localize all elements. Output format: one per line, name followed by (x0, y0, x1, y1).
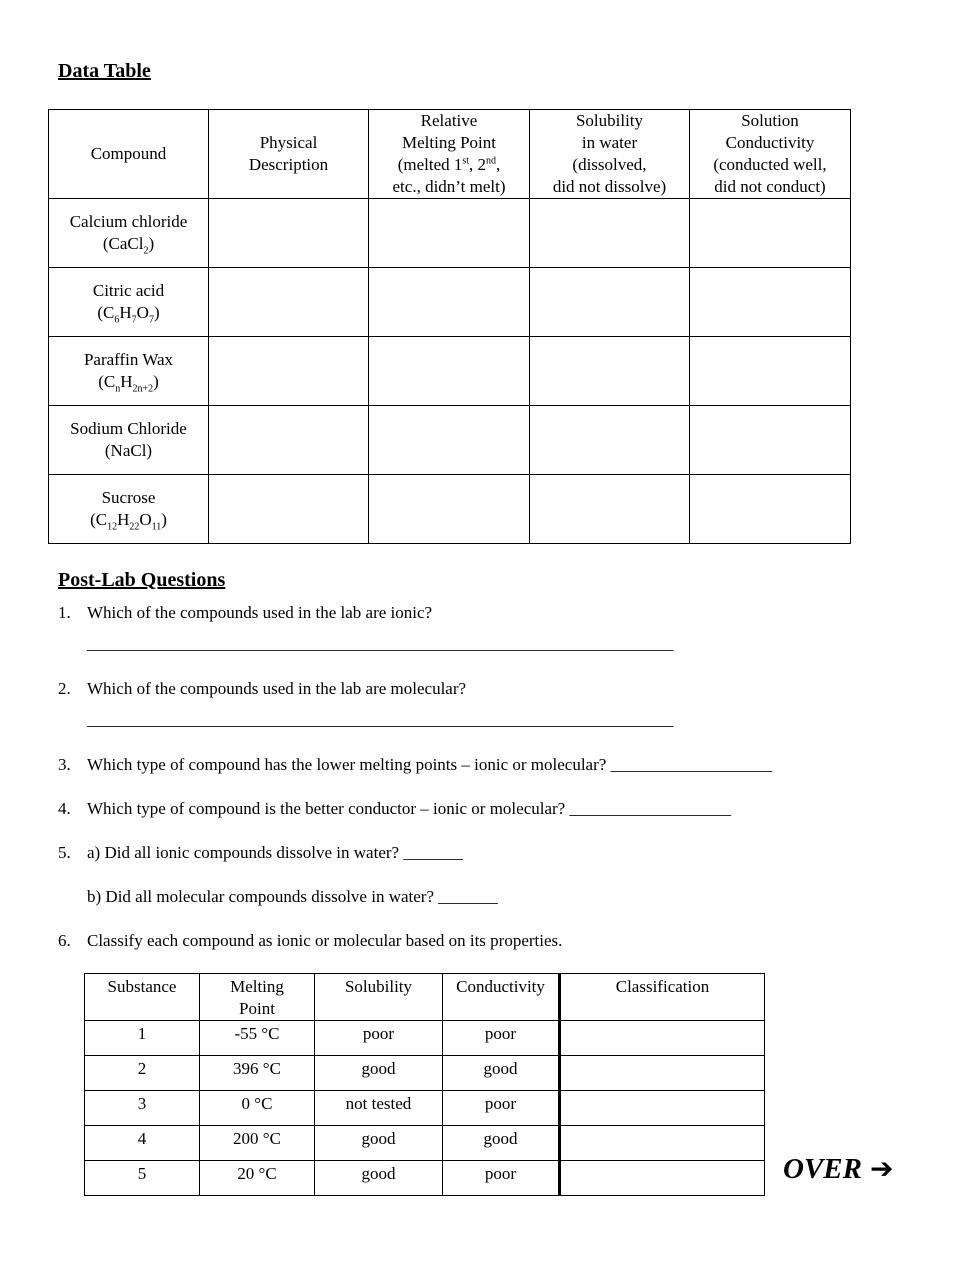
conductivity-cell[interactable] (690, 406, 851, 475)
classification-row (85, 1056, 765, 1091)
conductivity-cell: poor (443, 1161, 560, 1196)
data-table-header-row (49, 110, 851, 199)
solubility-cell: good (315, 1126, 443, 1161)
compound-cell (49, 199, 209, 268)
classification-cell[interactable] (560, 1021, 765, 1056)
solubility-cell[interactable] (530, 406, 690, 475)
conductivity-cell: poor (443, 1021, 560, 1056)
solubility-cell: good (315, 1056, 443, 1091)
melting-point-cell: -55 °C (200, 1021, 315, 1056)
substance-cell: 5 (85, 1161, 200, 1196)
compound-formula: (CaCl$_2$) (102, 234, 155, 257)
question-4: 4. Which type of compound is the better conductor – ionic or molecular? ___________________ (58, 799, 731, 818)
compound-row (49, 337, 851, 406)
melting-point-cell[interactable] (369, 199, 530, 268)
answer-line-2[interactable]: _____________________________________________________________________ (87, 710, 674, 729)
melting-point-cell[interactable] (369, 475, 530, 544)
header-melting-point: Melting Point (200, 974, 315, 1021)
substance-cell: 1 (85, 1021, 200, 1056)
physical-description-cell[interactable] (209, 406, 369, 475)
compound-name: Sodium Chloride (70, 419, 187, 438)
melting-point-cell: 396 °C (200, 1056, 315, 1091)
answer-line-1[interactable]: _____________________________________________________________________ (87, 634, 674, 653)
physical-description-cell[interactable] (209, 268, 369, 337)
question-6: 6. Classify each compound as ionic or molecular based on its properties. (58, 931, 563, 950)
compound-formula: $(C_6H_7O_7)$ (97, 303, 160, 326)
physical-description-cell[interactable] (209, 199, 369, 268)
classification-cell[interactable] (560, 1056, 765, 1091)
header-conductivity: Solution Conductivity (conducted well, did not conduct) (690, 110, 851, 199)
compound-cell (49, 268, 209, 337)
melting-point-cell: 0 °C (200, 1091, 315, 1126)
physical-description-cell[interactable] (209, 475, 369, 544)
melting-point-cell[interactable] (369, 337, 530, 406)
compound-row (49, 268, 851, 337)
compound-name: Paraffin Wax (83, 350, 174, 369)
solubility-cell: poor (315, 1021, 443, 1056)
compound-formula: (NaCl) (104, 441, 153, 460)
classification-header-row (85, 974, 765, 1021)
classification-cell[interactable] (560, 1161, 765, 1196)
header-compound: Compound (49, 110, 209, 199)
conductivity-cell[interactable] (690, 199, 851, 268)
compound-row (49, 199, 851, 268)
conductivity-cell: poor (443, 1091, 560, 1126)
header-physical-description: Physical Description (209, 110, 369, 199)
question-5a: 5. a) Did all ionic compounds dissolve in water? _______ (58, 843, 463, 862)
classification-row (85, 1091, 765, 1126)
conductivity-cell: good (443, 1126, 560, 1161)
conductivity-cell: good (443, 1056, 560, 1091)
compound-cell (49, 337, 209, 406)
substance-cell: 3 (85, 1091, 200, 1126)
over-label: OVER ➔ (783, 1152, 894, 1185)
compound-row (49, 475, 851, 544)
header-classification: Classification (560, 974, 765, 1021)
solubility-cell[interactable] (530, 199, 690, 268)
compound-name: Sucrose (101, 488, 156, 507)
solubility-cell[interactable] (530, 475, 690, 544)
conductivity-cell[interactable] (690, 475, 851, 544)
data-table-heading: Data Table (58, 60, 151, 82)
conductivity-cell[interactable] (690, 268, 851, 337)
question-1: 1. Which of the compounds used in the lab are ionic? (58, 603, 433, 622)
header-substance: Substance (85, 974, 200, 1021)
melting-point-cell: 200 °C (200, 1126, 315, 1161)
compound-cell (49, 475, 209, 544)
melting-order-line: (melted 1st, 2nd, (397, 155, 501, 174)
post-lab-heading: Post-Lab Questions (58, 569, 226, 591)
question-2: 2. Which of the compounds used in the lab are molecular? (58, 679, 467, 698)
classification-table (84, 973, 765, 1196)
classification-cell[interactable] (560, 1126, 765, 1161)
header-solubility: Solubility in water (dissolved, did not dissolve) (530, 110, 690, 199)
classification-row (85, 1126, 765, 1161)
header-melting-point: Relative Melting Point (melted 1st, 2nd, etc., didn’t melt) (369, 110, 530, 199)
compound-name: Citric acid (92, 281, 165, 300)
compound-name: Calcium chloride (69, 212, 188, 231)
classification-row (85, 1161, 765, 1196)
substance-cell: 2 (85, 1056, 200, 1091)
compound-formula: $(C_{12}H_{22}O_{11})$ (90, 510, 167, 533)
solubility-cell[interactable] (530, 268, 690, 337)
compound-row (49, 406, 851, 475)
conductivity-cell[interactable] (690, 337, 851, 406)
header-conductivity: Conductivity (443, 974, 560, 1021)
classification-cell[interactable] (560, 1091, 765, 1126)
question-5b: b) Did all molecular compounds dissolve in water? _______ (87, 887, 498, 906)
melting-point-cell[interactable] (369, 268, 530, 337)
solubility-cell: not tested (315, 1091, 443, 1126)
solubility-cell: good (315, 1161, 443, 1196)
data-table (48, 109, 851, 544)
substance-cell: 4 (85, 1126, 200, 1161)
classification-row (85, 1021, 765, 1056)
melting-point-cell: 20 °C (200, 1161, 315, 1196)
compound-cell (49, 406, 209, 475)
solubility-cell[interactable] (530, 337, 690, 406)
physical-description-cell[interactable] (209, 337, 369, 406)
header-solubility: Solubility (315, 974, 443, 1021)
question-3: 3. Which type of compound has the lower melting points – ionic or molecular? ___________________ (58, 755, 773, 774)
compound-formula: $(C_nH_{2n+2})$ (98, 372, 159, 395)
melting-point-cell[interactable] (369, 406, 530, 475)
arrow-right-icon: ➔ (869, 1152, 894, 1185)
